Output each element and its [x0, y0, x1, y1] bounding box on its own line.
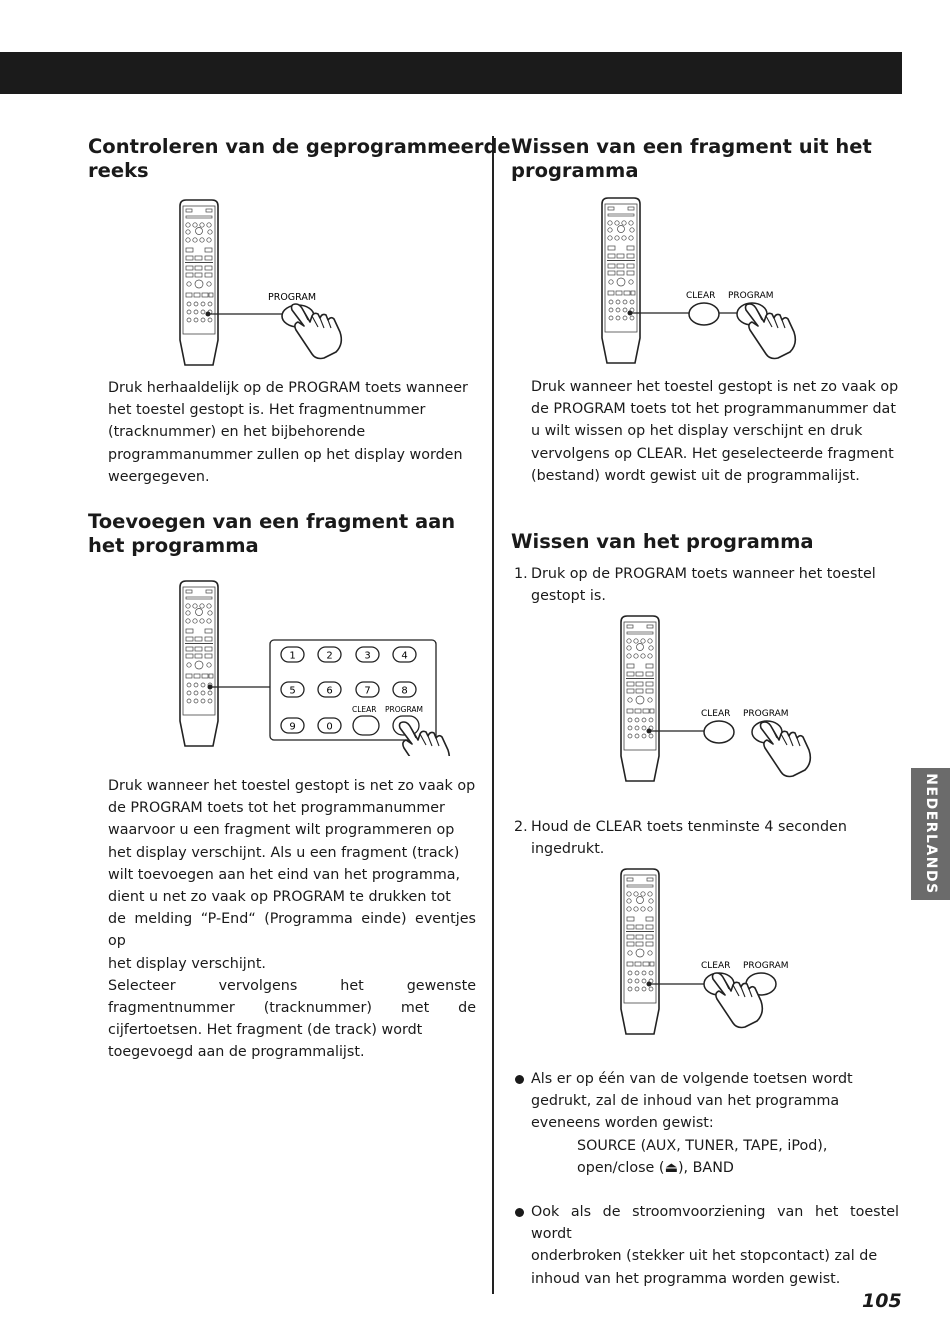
remote-clear-program-illustration: [592, 196, 822, 370]
language-tab: NEDERLANDS: [911, 768, 950, 900]
step-1-text: Druk op de PROGRAM toets wanneer het toestel gestopt is.: [531, 566, 876, 605]
clear-key-label: CLEAR: [701, 961, 731, 971]
section-title-check: Controleren van de geprogrammeerde reeks: [88, 135, 511, 182]
program-key-label: PROGRAM: [728, 291, 774, 301]
step-1-number: 1.: [514, 566, 528, 582]
clear-key-label: CLEAR: [686, 291, 716, 301]
clear-key: [689, 303, 719, 325]
key-5: 5: [289, 685, 296, 697]
clear-key-label: CLEAR: [701, 709, 731, 719]
section-title-delete-program: Wissen van het programma: [511, 530, 814, 553]
bullet-2-text: Ook als de stroomvoorziening van het toestel wordt onderbroken (stekker uit het stopcontact) zal de inhoud van het programma worden gewist.: [531, 1204, 899, 1287]
column-divider: [492, 136, 494, 1294]
program-key-label: PROGRAM: [743, 961, 789, 971]
clear-key: [704, 721, 734, 743]
step-2-number: 2.: [514, 819, 528, 835]
remote-keypad-illustration: [170, 578, 470, 756]
key-9: 9: [289, 721, 296, 733]
clear-key-label: CLEAR: [352, 705, 377, 714]
section-title-delete-track: Wissen van een fragment uit het programma: [511, 135, 872, 182]
key-4: 4: [401, 650, 408, 662]
key-3: 3: [364, 650, 371, 662]
bullet-icon: [515, 1208, 524, 1217]
bullet-1-list: SOURCE (AUX, TUNER, TAPE, iPod), open/close (⏏), BAND: [577, 1138, 828, 1177]
remote-step2-illustration: [611, 867, 841, 1041]
key-0: 0: [326, 721, 333, 733]
section-title-add: Toevoegen van een fragment aan het programma: [88, 510, 456, 557]
check-paragraph: Druk herhaaldelijk op de PROGRAM toets wanneer het toestel gestopt is. Het fragmentnummer (tracknummer) en het bijbehorende programmanummer zullen op het display worden weergegeven.: [108, 380, 468, 485]
key-8: 8: [401, 685, 408, 697]
remote-step1-illustration: [611, 614, 841, 788]
header-bar: [0, 52, 902, 94]
delete-track-paragraph: Druk wanneer het toestel gestopt is net zo vaak op de PROGRAM toets tot het programmanummer dat u wilt wissen op het display verschijnt en druk vervolgens op CLEAR. Het geselecteerde fragment (bestand) wordt gewist uit de programmalijst.: [531, 379, 899, 484]
step-2-text: Houd de CLEAR toets tenminste 4 seconden ingedrukt.: [531, 819, 847, 858]
key-6: 6: [326, 685, 333, 697]
program-key-label: PROGRAM: [743, 709, 789, 719]
program-key-label: PROGRAM: [268, 292, 317, 303]
remote-program-illustration: [170, 198, 370, 370]
bullet-icon: [515, 1075, 524, 1084]
add-paragraph: Druk wanneer het toestel gestopt is net zo vaak op de PROGRAM toets tot het programmanummer waarvoor u een fragment wilt programmeren op het display verschijnt. Als u een fragment (track) wilt toevoegen aan het eind van het programma, dient u net zo vaak op PROGRAM te drukken tot de melding “P-End“ (Programma einde) eventjes op het display verschijnt. Selecteer vervolgens het gewenste fragmentnummer (tracknummer) met de cijfertoetsen. Het fragment (de track) wordt toegevoegd aan de programmalijst.: [108, 778, 476, 1061]
bullet-1-text: Als er op één van de volgende toetsen wordt gedrukt, zal de inhoud van het programma eveneens worden gewist:: [531, 1071, 853, 1132]
key-2: 2: [326, 650, 333, 662]
program-key-label: PROGRAM: [385, 705, 423, 714]
page-number: 105: [862, 1290, 902, 1312]
key-1: 1: [289, 650, 296, 662]
key-7: 7: [364, 685, 371, 697]
